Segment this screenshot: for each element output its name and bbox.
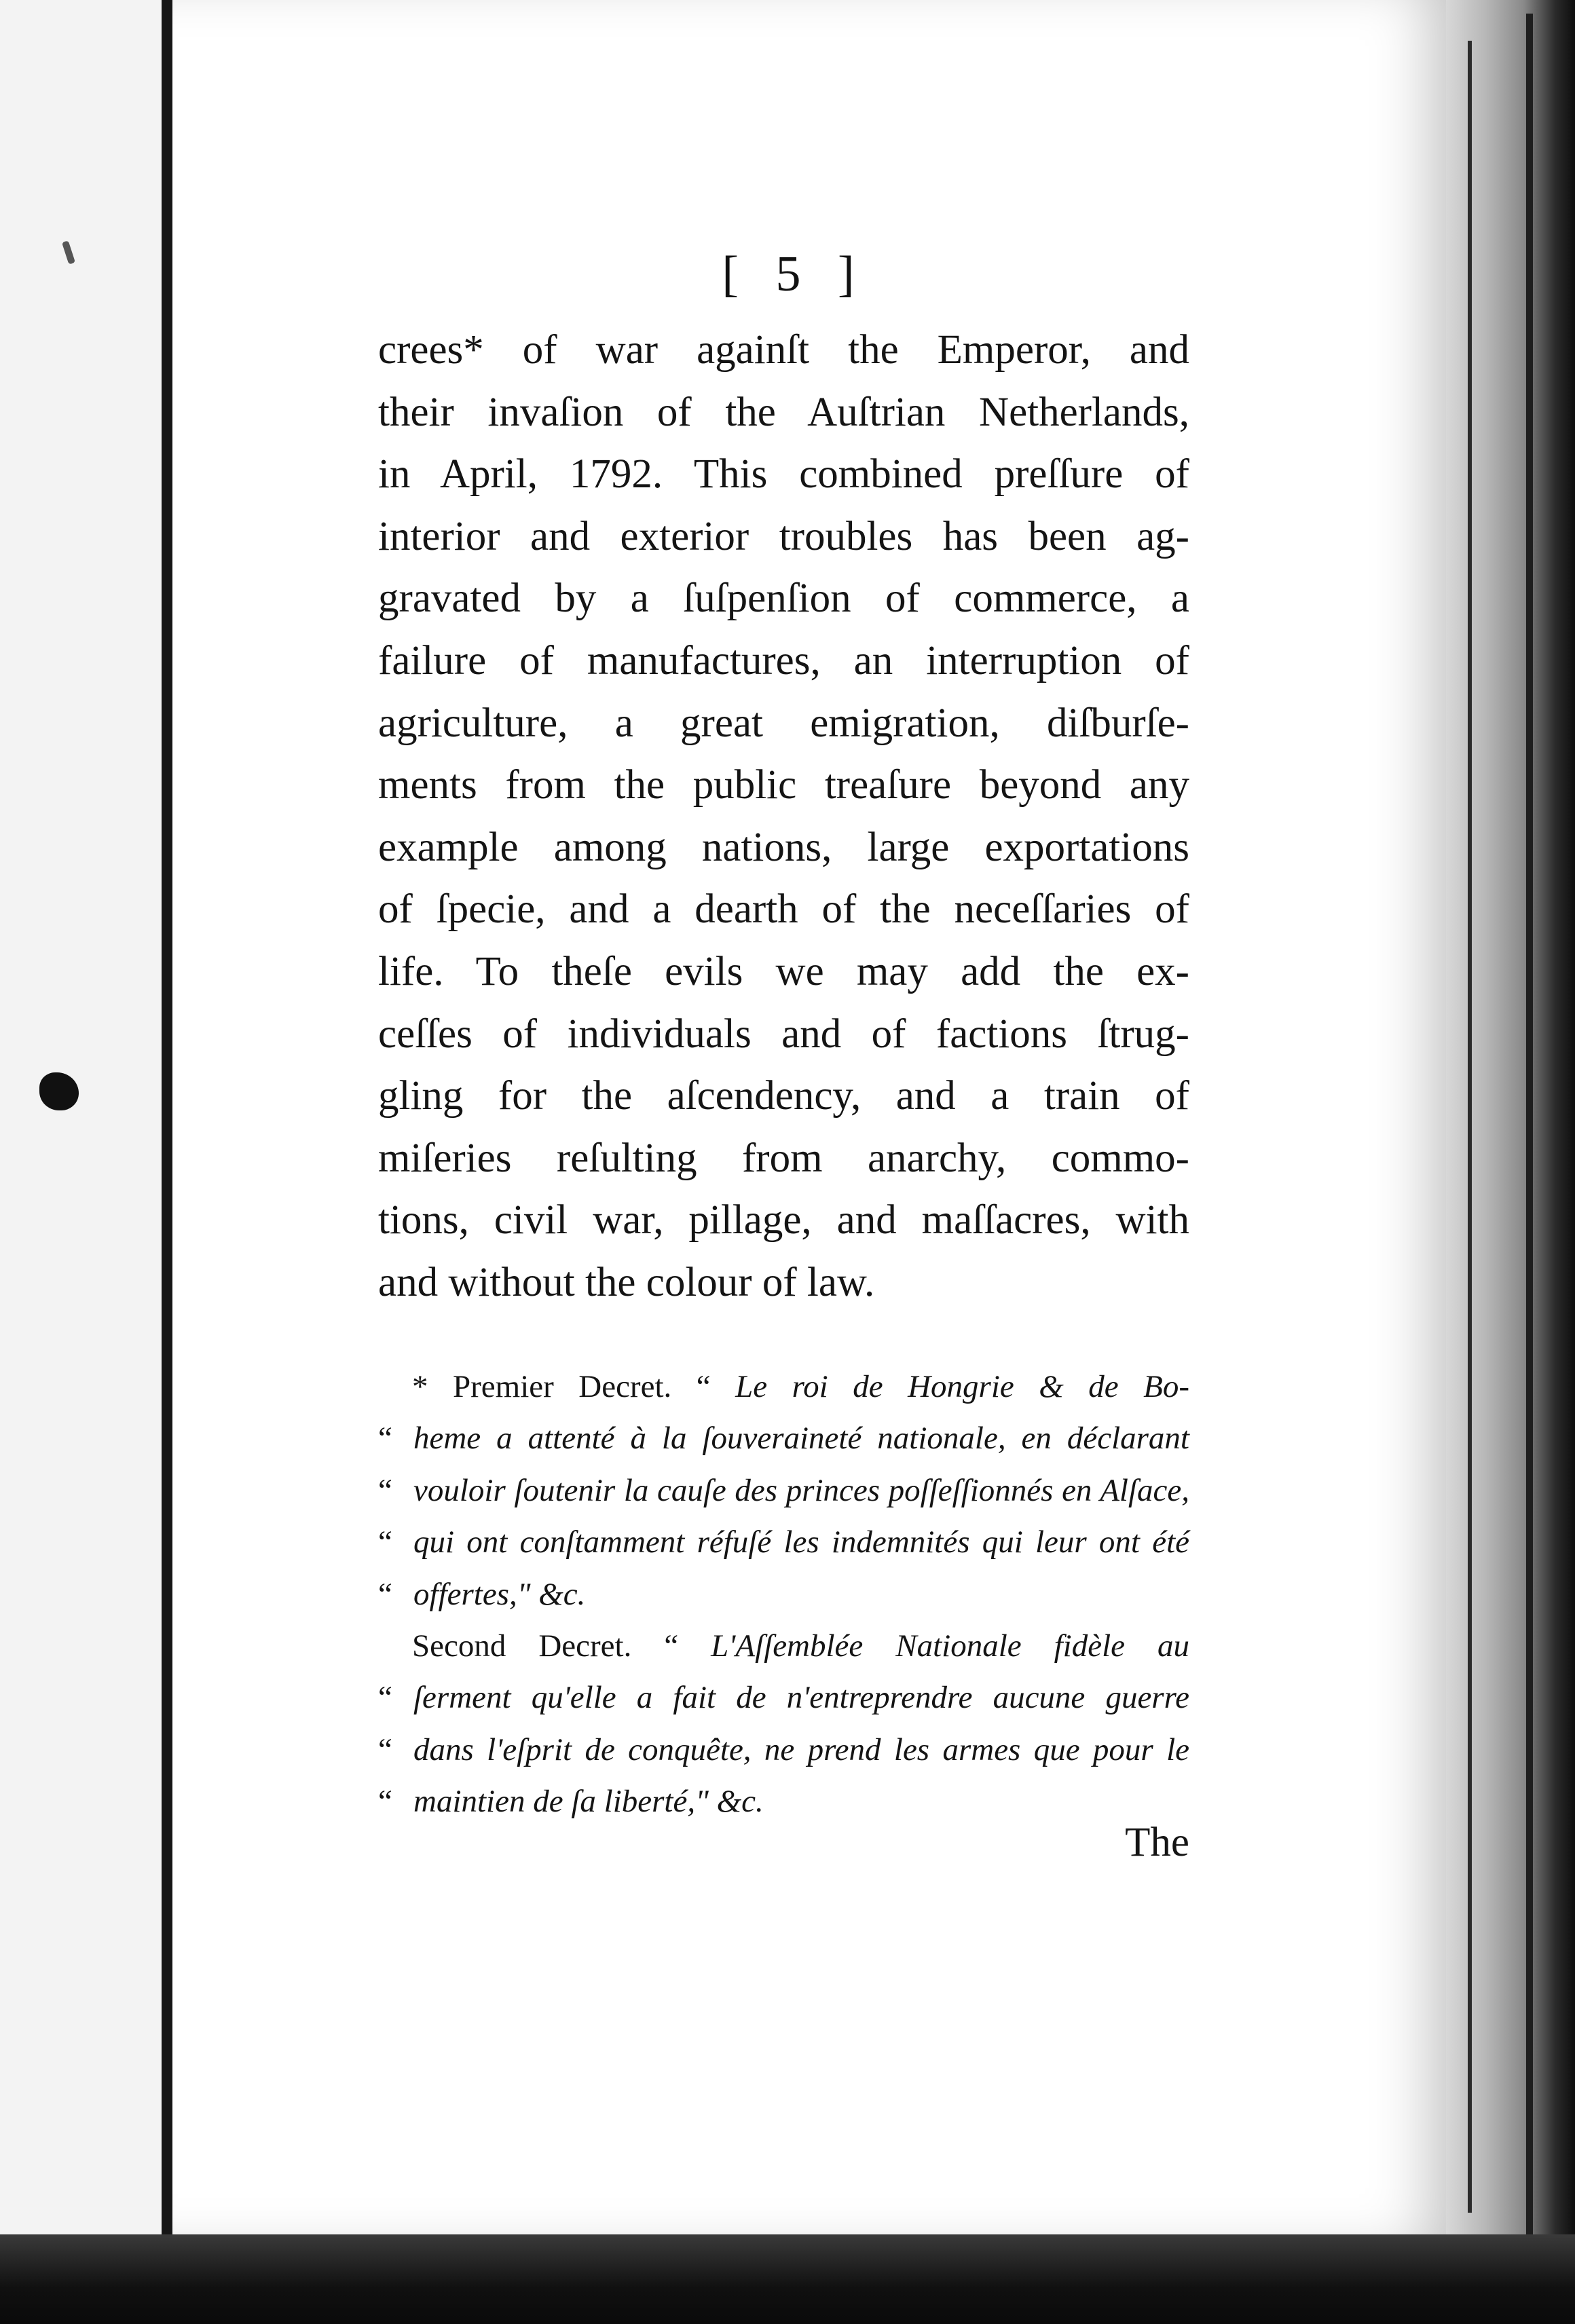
footnote-quote: qui ont conſtamment réfuſé les indemnités qui leur ont été bbox=[413, 1524, 1189, 1560]
footnote-line bbox=[378, 1516, 1189, 1568]
footnote-quote: ſerment qu'elle a fait de n'entreprendre aucune guerre bbox=[413, 1680, 1189, 1716]
body-text bbox=[378, 319, 1189, 1314]
text-line: agriculture, a great emigration, diſburſe- bbox=[378, 700, 1189, 746]
page-gutter-shadow bbox=[1446, 0, 1575, 2324]
page-fold-line bbox=[1468, 41, 1472, 2213]
scan-bottom-shadow bbox=[0, 2234, 1575, 2324]
quote-mark: “ bbox=[378, 1421, 392, 1457]
footnote-line bbox=[378, 1569, 1189, 1620]
text-line: failure of manufactures, an interruption of bbox=[378, 637, 1189, 683]
text-line: life. To theſe evils we may add the ex- bbox=[378, 948, 1189, 994]
footnote-quote: Le roi de Hongrie & de Bo- bbox=[735, 1369, 1190, 1404]
ink-mark bbox=[62, 240, 75, 264]
footnote-quote: maintien de ſa liberté," &c. bbox=[413, 1784, 764, 1820]
quote-mark: “ bbox=[378, 1524, 392, 1560]
quote-mark: “ bbox=[378, 1784, 392, 1820]
text-line: tions, civil war, pillage, and maſſacres, with bbox=[378, 1197, 1189, 1243]
quote-mark: “ bbox=[378, 1680, 392, 1716]
quote-mark: “ bbox=[378, 1576, 392, 1612]
text-line: interior and exterior troubles has been ag- bbox=[378, 513, 1189, 559]
footnote-line bbox=[378, 1412, 1189, 1464]
footnote-quote: heme a attenté à la ſouveraineté nationale, en déclarant bbox=[413, 1421, 1189, 1457]
quote-mark: “ bbox=[696, 1369, 711, 1404]
quote-mark: “ bbox=[378, 1731, 392, 1767]
quote-mark: “ bbox=[378, 1472, 392, 1508]
footnote-quote: dans l'eſprit de conquête, ne prend les armes que pour le bbox=[413, 1731, 1189, 1767]
text-line: ceſſes of individuals and of factions ſtrug- bbox=[378, 1011, 1189, 1057]
footnote-quote: L'Aſſemblée Nationale fidèle au bbox=[711, 1628, 1189, 1664]
facing-page-edge bbox=[0, 0, 172, 2240]
text-line: crees* of war againſt the Emperor, and bbox=[378, 327, 1189, 373]
quote-mark: “ bbox=[664, 1628, 679, 1664]
footnote-line bbox=[378, 1620, 1189, 1672]
text-line: their invaſion of the Auſtrian Netherlands, bbox=[378, 389, 1189, 435]
text-line: and without the colour of law. bbox=[378, 1259, 875, 1305]
footnote-quote: vouloir ſoutenir la cauſe des princes poſſeſſionnés en Alſace, bbox=[413, 1472, 1189, 1508]
footnotes bbox=[378, 1361, 1189, 1828]
text-line: example among nations, large exportations bbox=[378, 824, 1189, 870]
page-number: [ 5 ] bbox=[722, 246, 867, 302]
text-line: gling for the aſcendency, and a train of bbox=[378, 1073, 1189, 1119]
text-line: of ſpecie, and a dearth of the neceſſaries of bbox=[378, 886, 1189, 933]
ink-blot bbox=[39, 1072, 79, 1110]
footnote-label-second: Second Decret. bbox=[412, 1628, 632, 1664]
binding-line bbox=[1526, 14, 1533, 2267]
footnote-quote: offertes," &c. bbox=[413, 1576, 586, 1612]
footnote-line bbox=[378, 1361, 1189, 1412]
catchword: The bbox=[1125, 1820, 1189, 1865]
footnote-label-first: * Premier Decret. bbox=[412, 1369, 672, 1404]
text-line: in April, 1792. This combined preſſure of bbox=[378, 451, 1189, 498]
text-line: miſeries reſulting from anarchy, commo- bbox=[378, 1135, 1189, 1181]
footnote-line bbox=[378, 1724, 1189, 1776]
footnote-line bbox=[378, 1672, 1189, 1723]
footnote-line bbox=[378, 1465, 1189, 1516]
text-line: gravated by a ſuſpenſion of commerce, a bbox=[378, 576, 1189, 622]
text-line: ments from the public treaſure beyond any bbox=[378, 762, 1189, 808]
